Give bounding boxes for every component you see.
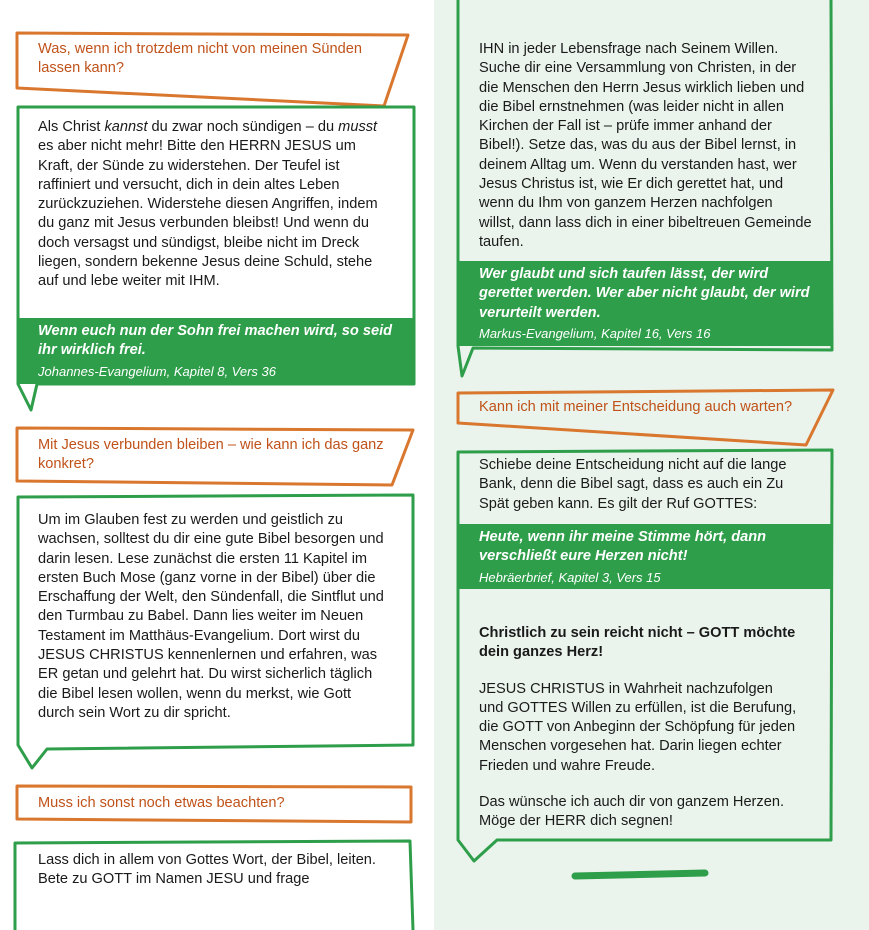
answer-4 <box>479 456 812 514</box>
answer-2-text: Um im Glauben fest zu werden und geistlich zu wachsen, solltest du dir eine gute Bibel besorgen und darin lesen. Lese zunächst die ersten 11 Kapitel im ersten Buch Mose (ganz vorne in der Bibel) über die Erschaffung der Welt, den Sündenfall, die Sintflut und den Turmbau zu Babel. Dann lies weiter im Neuen Testament im Matthäus-Evangelium. Dort wirst du JESUS CHRISTUS kennenlernen und erfahren, was ER getan und gelehrt hat. Du wirst sicherlich täglich die Bibel lesen wollen, wenn du merkst, wie Gott durch sein Wort zu dir spricht. <box>38 512 384 721</box>
question-3: Muss ich sonst noch etwas beachten? <box>38 795 285 811</box>
closing-paragraph-1: JESUS CHRISTUS in Wahrheit nachzufolgen und GOTTES Willen zu erfüllen, ist die Berufung, die GOTT von Anbeginn der Schöpfung für jeden Menschen vorgesehen hat. Darin liegen echter Frieden und wahre Freude. <box>479 680 797 774</box>
answer-1-emphasis-musst: musst <box>338 119 378 135</box>
verse-2-reference: Markus-Evangelium, Kapitel 16, Vers 16 <box>479 325 711 341</box>
answer-2 <box>38 511 390 723</box>
answer-1-emphasis-kannst: kannst <box>104 119 148 135</box>
verse-box-2 <box>457 261 833 346</box>
answer-1-pre: Als Christ <box>38 119 105 135</box>
verse-1-reference: Johannes-Evangelium, Kapitel 8, Vers 36 <box>38 363 276 379</box>
closing-heading: Christlich zu sein reicht nicht – GOTT möchte dein ganzes Herz! <box>479 625 796 661</box>
verse-1-text: Wenn euch nun der Sohn frei machen wird, so seid ihr wirklich frei. <box>38 323 393 359</box>
closing-paragraph-2: Das wünsche ich auch dir von ganzem Herzen. Möge der HERR dich segnen! <box>479 794 785 830</box>
verse-3-text: Heute, wenn ihr meine Stimme hört, dann verschließt eure Herzen nicht! <box>479 529 767 565</box>
verse-box-3 <box>457 524 833 589</box>
verse-3-reference: Hebräerbrief, Kapitel 3, Vers 15 <box>479 569 661 585</box>
question-4: Kann ich mit meiner Entscheidung auch warten? <box>479 399 793 415</box>
answer-3 <box>38 851 388 890</box>
answer-1-post: du zwar noch sündigen – du <box>147 119 335 135</box>
verse-2-text: Wer glaubt und sich taufen lässt, der wird gerettet werden. Wer aber nicht glaubt, der wird verurteilt werden. <box>479 266 810 321</box>
answer-3-text: Lass dich in allem von Gottes Wort, der Bibel, leiten. Bete zu GOTT im Namen JESU und frage <box>38 852 376 888</box>
answer-1-text <box>38 118 384 292</box>
answer-3-continued-text: IHN in jeder Lebensfrage nach Seinem Willen. Suche dir eine Versammlung von Christen, in der die Menschen den Herrn Jesus wirklich lieben und die Bibel ernstnehmen (was leider nicht in allen Kirchen der Fall ist – prüfe immer anhand der Bibel!). Setze das, was du aus der Bibel lernst, in deinem Alltag um. Wenn du verstanden hast, wer Jesus Christus ist, wie Er dich gerettet hat, und wenn du Ihm von ganzem Herzen nachfolgen willst, dann lass dich in einer bibeltreuen Gemeinde taufen. <box>479 41 812 250</box>
closing-section <box>479 624 799 832</box>
answer-1-rest: JESUS um Kraft, der Sünde zu widerstehen. Der Teufel ist raffiniert und versucht, dich in dein altes Leben zurückzuziehen. Widerstehe diesen Angriffen, indem du ganz mit Jesus verbunden bleibst! Und wenn du doch versagst und sündigst, bleibe nicht im Dreck liegen, sondern bekenne Jesus deine Schuld, stehe auf und lebe weiter mit IHM. <box>38 138 378 290</box>
answer-1-post-2: es aber nicht mehr! Bitte den HERRN <box>38 138 281 155</box>
answer-1 <box>38 118 384 292</box>
question-1: Was, wenn ich trotzdem nicht von meinen Sünden lassen kann? <box>38 41 362 77</box>
answer-3-continued <box>479 40 812 252</box>
verse-box-1 <box>17 318 415 384</box>
question-2: Mit Jesus verbunden bleiben – wie kann ich das ganz konkret? <box>38 437 384 473</box>
answer-4-text: Schiebe deine Entscheidung nicht auf die lange Bank, denn die Bibel sagt, dass es auch ein Zu Spät geben kann. Es gilt der Ruf GOTTES: <box>479 457 787 512</box>
